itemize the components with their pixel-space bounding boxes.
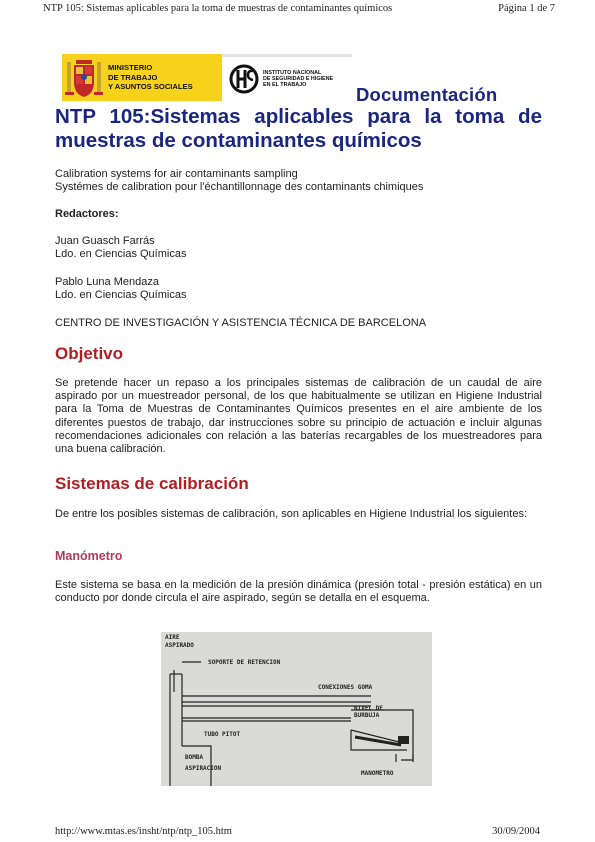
page-header [43, 3, 555, 14]
subtitle-english: Calibration systems for air contaminants sampling [55, 168, 298, 180]
diagram-label-conexiones: CONEXIONES GOMA [318, 684, 373, 691]
subtitle-french: Systémes de calibration pour l'échantillonnage des contaminants chimiques [55, 181, 424, 193]
manometer-diagram [161, 632, 432, 786]
coat-of-arms-icon [65, 56, 103, 100]
diagram-label-aire: AIRE [165, 634, 180, 641]
insht-logo-icon [229, 62, 259, 96]
footer-url[interactable]: http://www.mtas.es/insht/ntp/ntp_105.htm [55, 826, 232, 837]
author-1-role: Ldo. en Ciencias Químicas [55, 248, 187, 260]
institute-block [222, 54, 352, 101]
header-doc-title: NTP 105: Sistemas aplicables para la toma de muestras de contaminantes químicos [43, 3, 393, 14]
manometer-schematic [161, 632, 432, 786]
diagram-label-aspiracion: ASPIRACION [185, 765, 222, 772]
diagram-label-tubo: TUBO PITOT [204, 731, 241, 738]
diagram-label-burbuja: BURBUJA [354, 712, 380, 719]
objetivo-heading: Objetivo [55, 344, 124, 363]
ministry-name: MINISTERIO DE TRABAJO Y ASUNTOS SOCIALES [108, 63, 193, 92]
page-title: NTP 105:Sistemas aplicables para la toma de muestras de contaminantes químicos [55, 105, 542, 152]
diagram-label-bomba: BOMBA [185, 754, 204, 761]
diagram-label-manometro: MANOMETRO [361, 770, 394, 777]
diagram-label-aspirado: ASPIRADO [165, 642, 194, 649]
institute-name: INSTITUTO NACIONAL DE SEGURIDAD E HIGIENE EN EL TRABAJO [263, 69, 334, 89]
footer-date: 30/09/2004 [492, 826, 540, 837]
author-2-name: Pablo Luna Mendaza [55, 276, 159, 288]
manometro-heading: Manómetro [55, 549, 123, 563]
ministry-block [62, 54, 222, 101]
author-1-name: Juan Guasch Farrás [55, 235, 155, 247]
page-footer [55, 826, 540, 837]
manometro-paragraph: Este sistema se basa en la medición de la presión dinámica (presión total - presión estática) en un conducto por donde circula el aire aspirado, según se detalla en el esquema. [55, 579, 542, 605]
sistemas-paragraph: De entre los posibles sistemas de calibración, son aplicables en Higiene Industrial los siguientes: [55, 508, 528, 520]
research-center: CENTRO DE INVESTIGACIÓN Y ASISTENCIA TÉCNICA DE BARCELONA [55, 317, 427, 329]
institution-banner [62, 54, 352, 101]
objetivo-paragraph: Se pretende hacer un repaso a los principales sistemas de calibración de un caudal de aire aspirado por un muestreador personal, de los que habitualmente se utilizan en Higiene Industrial para la Toma de Muestras de Contaminantes Químicos presentes en el aire ambiente de los diferentes puestos de trabajo, dar instrucciones sobre su principio de actuación e incluir algunas recomendaciones adicionales con relación a las baterías recargables de los muestreadores para una buena calibración. [55, 377, 542, 456]
sistemas-heading: Sistemas de calibración [55, 474, 249, 493]
author-2-role: Ldo. en Ciencias Químicas [55, 289, 187, 301]
header-page-number: Página 1 de 7 [498, 3, 555, 14]
diagram-label-nivel: NIVEL DE [354, 705, 383, 712]
authors-label: Redactores: [55, 208, 119, 220]
documentacion-label: Documentación [356, 84, 498, 105]
diagram-label-soporte: SOPORTE DE RETENCION [208, 659, 281, 666]
